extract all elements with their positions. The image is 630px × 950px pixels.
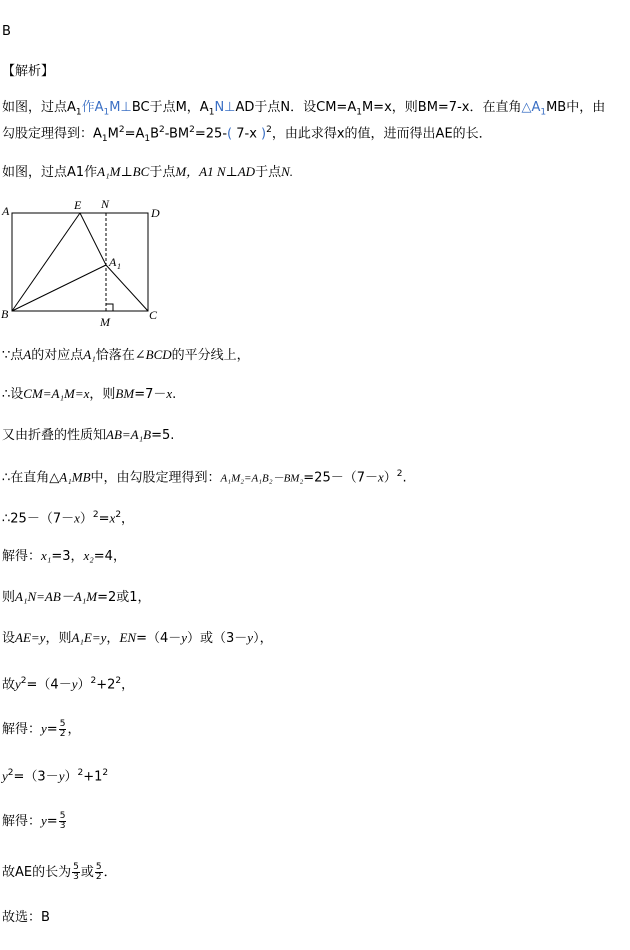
- final-answer: 故选：B: [2, 910, 50, 925]
- geometry-figure: [0, 195, 180, 335]
- step-8: 设AE=y，则A₁E=y，EN=（4－y）或（3－y），: [2, 630, 273, 646]
- label-d: D: [151, 206, 160, 220]
- label-m: M: [100, 315, 110, 329]
- step-5: $\therefore 25-(7-x)^2=x^2$，: [2, 510, 135, 527]
- step-9: 故$y^2=(4-y)^2+2^2$，: [2, 676, 135, 693]
- fraction-5-3: $\frac{5}{3}$: [59, 811, 66, 831]
- rectangle-abcd: [12, 213, 148, 311]
- segment-b-a1: [12, 265, 106, 311]
- step-2: ∴设CM=A₁M=x，则BM=7－x.: [2, 386, 177, 402]
- step-4: ∴在直角△A₁MB中，由勾股定理得到：$A_1M_2=A_1B_2-BM_2=25-(7-x)^2$.: [2, 469, 407, 486]
- label-a: A: [2, 204, 10, 218]
- segment-e-a1: [80, 213, 106, 265]
- fraction-5-2-answer: $\frac{5}{2}$: [95, 862, 102, 882]
- right-angle-mark: [106, 304, 113, 311]
- label-b: B: [1, 307, 9, 321]
- step-3: 又由折叠的性质知AB=A₁B=5.: [2, 427, 175, 443]
- hint-line-2: 勾股定理得到：$A_1M^2=A_1B^2-BM^2=25-$( 7-x )$^2$，由此求得x的值，进而得出AE的长．: [2, 125, 492, 144]
- step-11: $y^2=(3-y)^2+1^2$: [2, 768, 109, 785]
- label-e: E: [74, 198, 82, 212]
- label-n: N: [101, 197, 110, 211]
- solution-line-1: 如图，过点A1作A₁M⊥BC于点M，A1 N⊥AD于点N.: [2, 164, 294, 180]
- step-6: 解得：x₁=3，x₂=4，: [2, 548, 126, 564]
- step-1: ∵点A的对应点A₁恰落在∠BCD的平分线上，: [2, 347, 250, 363]
- fraction-5-2: $\frac{5}{2}$: [59, 719, 66, 739]
- label-a1: A: [109, 255, 117, 269]
- step-10: 解得：y= $\frac{5}{2}$ ，: [2, 719, 81, 739]
- answer-letter: B: [2, 24, 11, 39]
- segment-be: [12, 213, 80, 311]
- step-12: 解得：y= $\frac{5}{3}$: [2, 811, 66, 831]
- hint-line-1: 如图，过点$A_1$作$A_1M\perp BC$于点M，$A_1N\perp AD$于点N．设$CM=A_1M=x$，则BM=7-x．在直角$\triangle A_1MB$中，由: [2, 100, 606, 118]
- step-7: 则A₁N=AB－A₁M=2或1，: [2, 589, 151, 605]
- label-a1-sub: 1: [117, 262, 121, 271]
- analysis-header: 【解析】: [2, 64, 55, 79]
- label-c: C: [149, 308, 158, 322]
- step-13: 故AE的长为 $\frac{5}{3}$ 或 $\frac{5}{2}$ ．: [2, 862, 117, 882]
- fraction-5-3-answer: $\frac{5}{3}$: [73, 862, 79, 882]
